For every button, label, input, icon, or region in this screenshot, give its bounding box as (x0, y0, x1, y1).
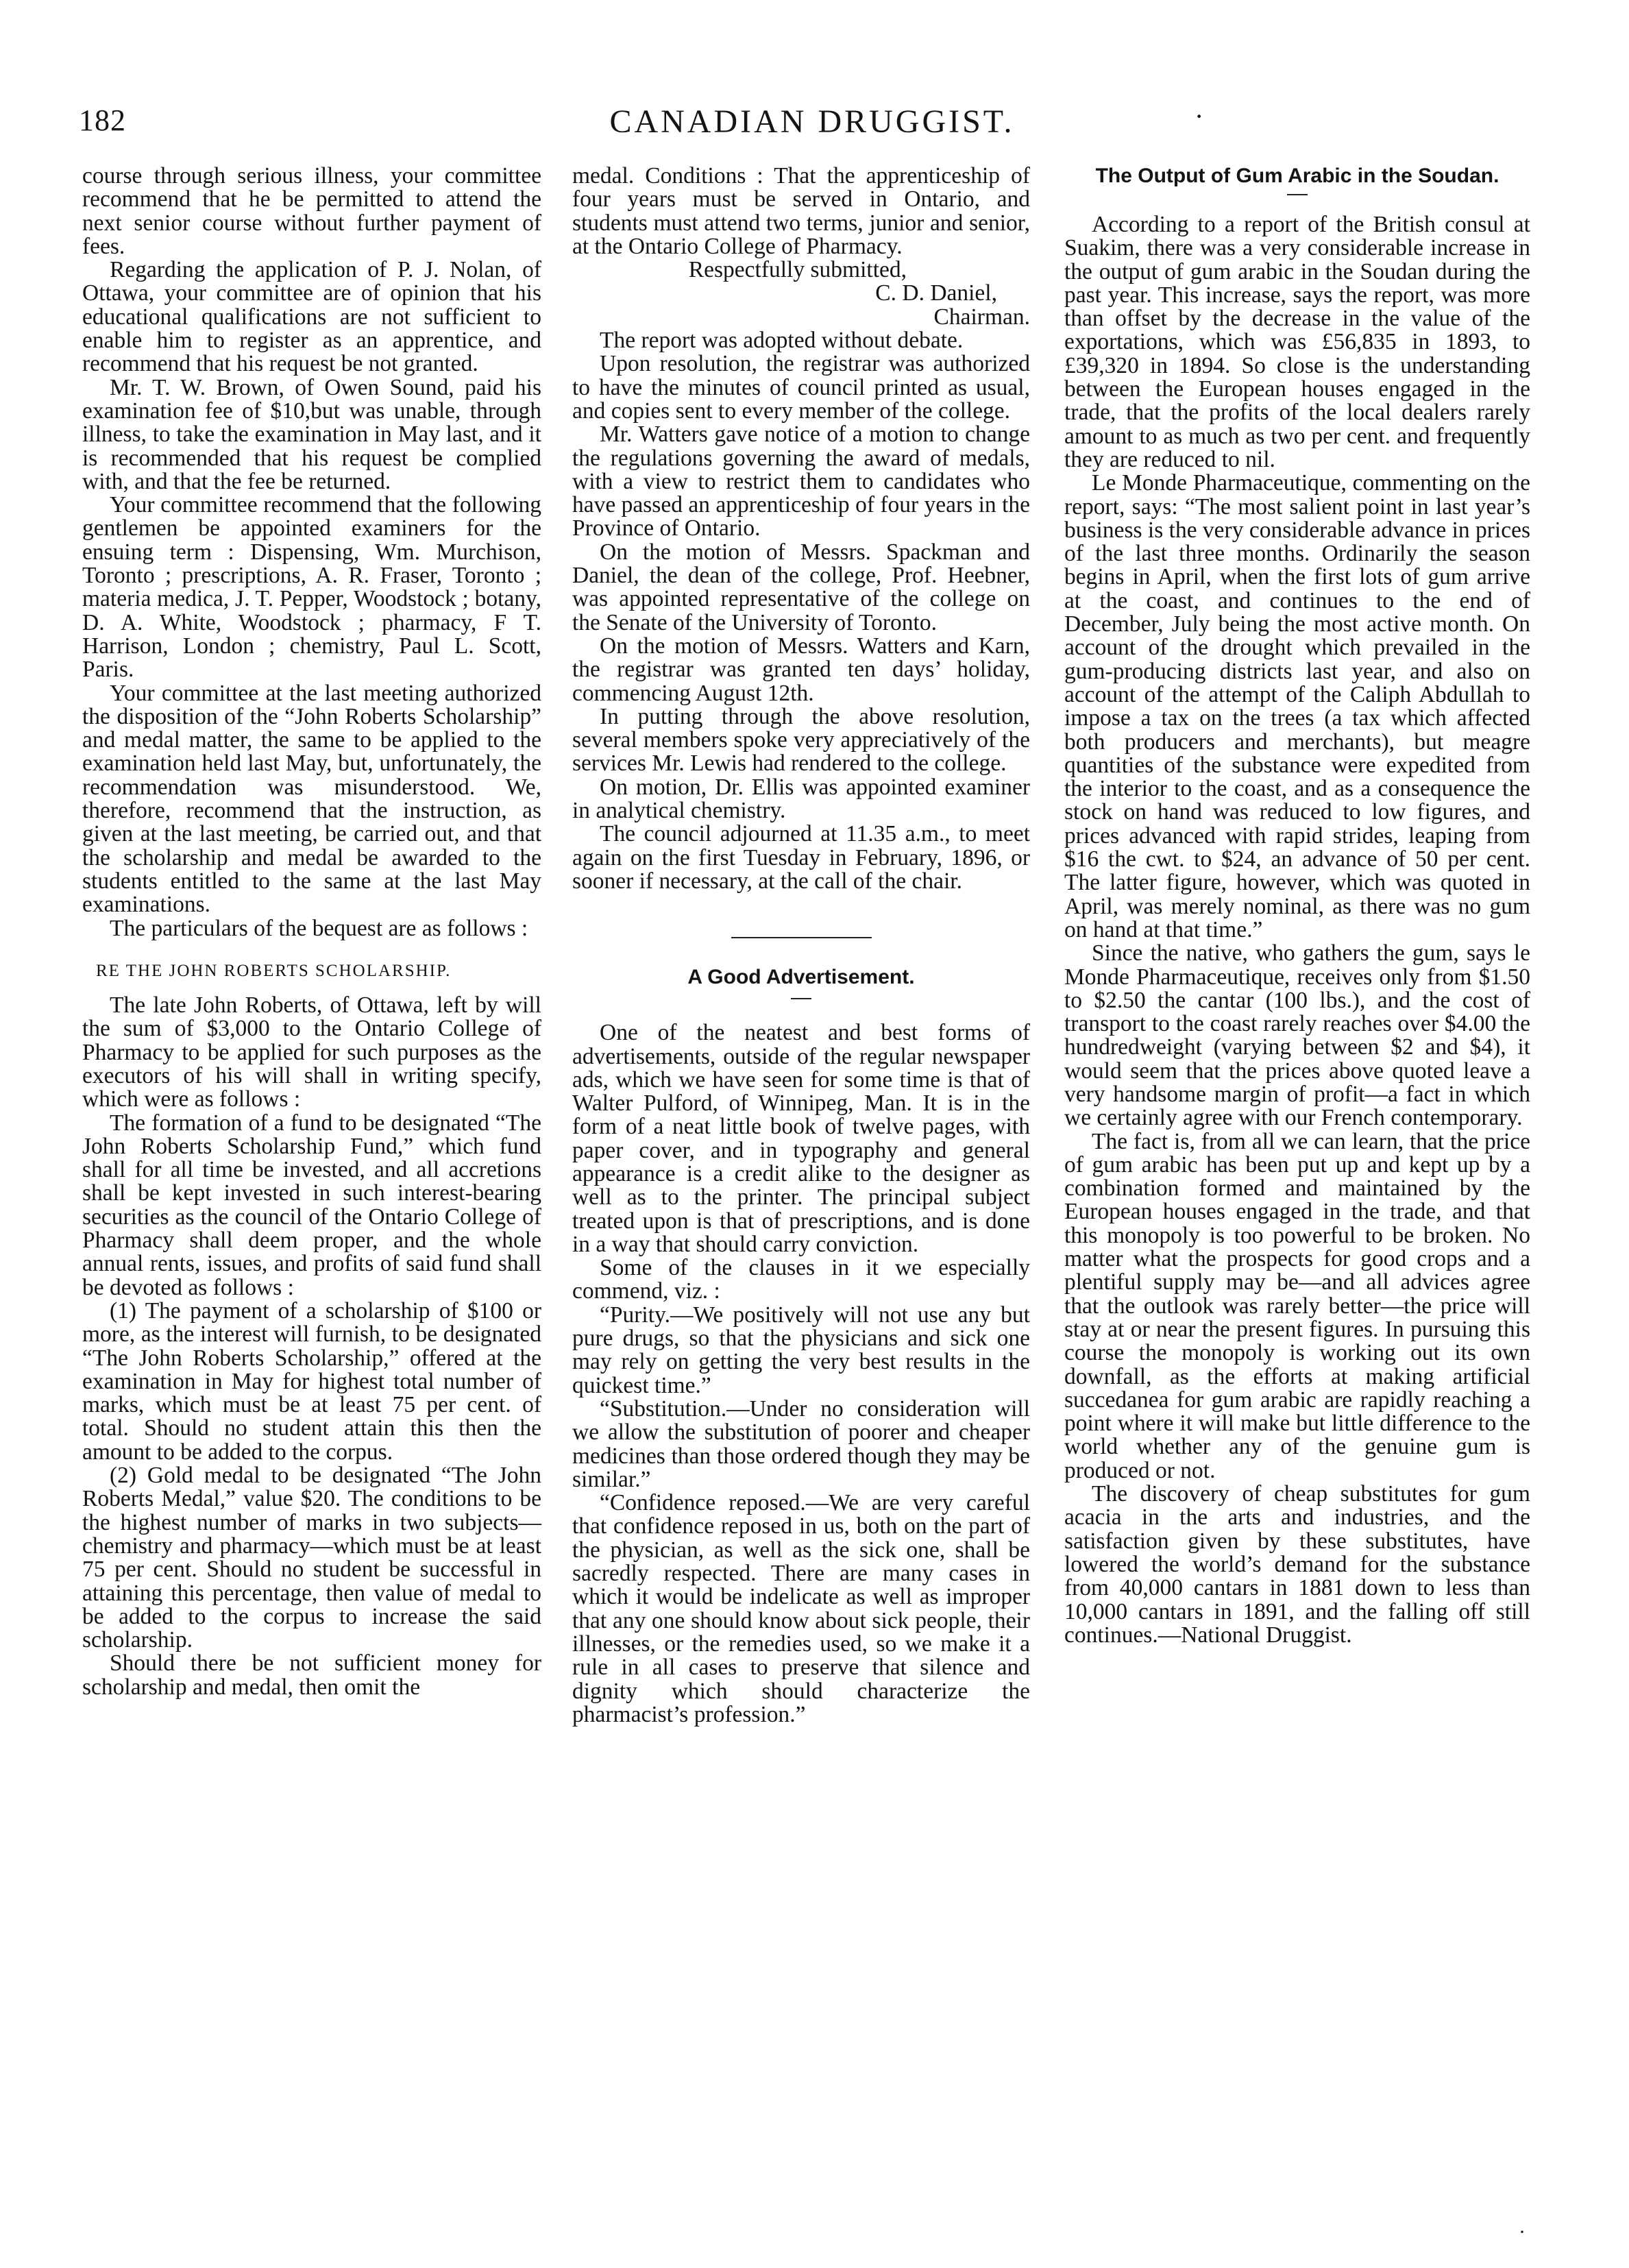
paragraph: Your committee at the last meeting authorized the disposition of the “John Roberts Scholarship” and medal matter, the same to be applied to the examination held last May, but, unfortunately, the recommendation was misunderstood. We, therefore, recommend that the instruction, as given at the last meeting, be carried out, and that the scholarship and medal be awarded to the students entitled to the same at the last May examinations. (82, 680, 541, 918)
paragraph: The late John Roberts, of Ottawa, left by will the sum of $3,000 to the Ontario College of Pharmacy to be applied for such purposes as the executors of his will shall in writing specify, which were as follows : (82, 992, 541, 1112)
column-left (82, 164, 541, 1699)
paragraph: The fact is, from all we can learn, that the price of gum arabic has been put up and kept up by a combination formed and maintained by the European houses engaged in the trade, and that this monopoly is too powerful to be broken. No matter what the prospects for good crops and a plentiful supply may be—and all advices agree that the outlook was rarely better—the price will stay at or near the present figures. In pursuing this course the monopoly is working out its own downfall, as the efforts at making artificial succedanea for gum arabic are rapidly reaching a point where it will make but little difference to the world whether any of the genuine gum is produced or not. (1064, 1128, 1530, 1483)
paragraph: (2) Gold medal to be designated “The John Roberts Medal,” value $20. The conditions to be the highest number of marks in two subjects—chemistry and pharmacy—which must be at least 75 per cent. Should no student be successful in attaining this percentage, then value of medal to be added to the corpus to increase the said scholarship. (82, 1463, 541, 1653)
signoff-title: Chairman. (933, 304, 1030, 330)
paragraph: On motion, Dr. Ellis was appointed examiner in analytical chemistry. (572, 774, 1030, 824)
section-subheading: RE THE JOHN ROBERTS SCHOLARSHIP. (96, 961, 452, 980)
paragraph: Upon resolution, the registrar was authorized to have the minutes of council printed as usual, and copies sent to every member of the college. (572, 351, 1030, 424)
paragraph: In putting through the above resolution, several members spoke very appreciatively of the services Mr. Lewis had rendered to the college. (572, 703, 1030, 777)
paragraph: The report was adopted without debate. (600, 328, 964, 354)
paragraph: Mr. Watters gave notice of a motion to change the regulations governing the award of medals, with a view to restrict them to candidates who have passed an apprenticeship of four years in the Province of Ontario. (572, 422, 1030, 541)
header-dot: · (1195, 101, 1204, 132)
page-number: 182 (79, 103, 126, 137)
paragraph: The particulars of the bequest are as follows : (110, 915, 528, 941)
footer-dot: · (1519, 2221, 1526, 2243)
paragraph: “Substitution.—Under no consideration will we allow the substitution of poorer and cheaper medicines than those ordered though they may be similar.” (572, 1395, 1030, 1492)
signoff-name: C. D. Daniel, (875, 280, 997, 306)
signoff-line: Respectfully submitted, (688, 257, 907, 283)
running-header (79, 103, 1545, 151)
paragraph: Le Monde Pharmaceutique, commenting on the report, says: “The most salient point in last year’s business is the very considerable advance in prices of the last three months. Ordinarily the season begins in April, when the first lots of gum arrive at the coast, and continues to the end of December, July being the most active month. On account of the drought which prevailed in the gum-producing districts last year, and also on account of the attempt of the Caliph Abdullah to impose a tax on the trees (a tax which affected both producers and merchants), but meagre quantities of the substance were expedited from the interior to the coast, and as a consequence the stock on hand was reduced to low figures, and prices advanced with rapid strides, leaping from $16 the cwt. to $24, an advance of 50 per cent. The latter figure, however, which was quoted in April, was merely nominal, as there was no gum on hand at that time.” (1064, 470, 1531, 942)
paragraph: On the motion of Messrs. Spackman and Daniel, the dean of the college, Prof. Heebner, was appointed representative of the college on the Senate of the University of Toronto. (572, 539, 1030, 635)
paragraph: On the motion of Messrs. Watters and Karn, the registrar was granted ten days’ holiday, commencing August 12th. (572, 633, 1030, 706)
paragraph: course through serious illness, your committee recommend that he be permitted to attend the next senior course without further payment of fees. (82, 163, 541, 259)
paragraph: medal. Conditions : That the apprenticeship of four years must be served in Ontario, and students must attend two terms, junior and senior, at the Ontario College of Pharmacy. (572, 163, 1030, 259)
paragraph: “Purity.—We positively will not use any but pure drugs, so that the physicians and sick one may rely on getting the very best results in the quickest time.” (572, 1302, 1030, 1398)
paragraph: (1) The payment of a scholarship of $100 or more, as the interest will furnish, to be designated “The John Roberts Scholarship,” offered at the examination in May for highest total number of marks, which must be at least 75 per cent. of total. Should no student attain this then the amount to be added to the corpus. (82, 1297, 541, 1465)
paragraph: One of the neatest and best forms of advertisements, outside of the regular newspaper ads, which we have seen for some time is that of Walter Pulford, of Winnipeg, Man. It is in the form of a neat little book of twelve pages, with paper cover, and in typography and general appearance is a credit alike to the designer as well as to the printer. The principal subject treated upon is that of prescriptions, and is done in a way that should carry conviction. (572, 1020, 1030, 1257)
paragraph: Mr. T. W. Brown, of Owen Sound, paid his examination fee of $10,but was unable, through illness, to take the examination in May last, and it is recommended that his request be complied with, and that the fee be returned. (82, 374, 541, 494)
title-rule (791, 998, 811, 999)
column-right (1064, 164, 1530, 1647)
paragraph: The discovery of cheap substitutes for gum acacia in the arts and industries, and the satisfaction given by these substitutes, have lowered the world’s demand for the substance from 40,000 cantars in 1881 down to less than 10,000 cantars in 1891, and the falling off still continues.—National Druggist. (1064, 1481, 1530, 1648)
article-title: The Output of Gum Arabic in the Soudan. (1095, 164, 1499, 187)
paragraph: The council adjourned at 11.35 a.m., to meet again on the first Tuesday in February, 1896, or sooner if necessary, at the call of the chair. (572, 821, 1030, 894)
article-title: A Good Advertisement. (687, 966, 915, 989)
paragraph: “Confidence reposed.—We are very careful that confidence reposed in us, both on the part of the physician, as well as the sick one, shall be sacredly respected. There are many cases in which it would be indelicate as well as improper that any one should know about sick people, their illnesses, or the remedies used, so we make it a rule in all cases to preserve that silence and dignity which should characterize the pharmacist’s profession.” (572, 1490, 1030, 1727)
paragraph: According to a report of the British consul at Suakim, there was a very considerable increase in the output of gum arabic in the Soudan during the past year. This increase, says the report, was more than offset by the decrease in the value of the exportations, which was £56,835 in 1893, to £39,320 in 1894. So close is the understanding between the European houses engaged in the trade, that the profits of the local dealers rarely amount to as much as two per cent. and frequently they are reduced to nil. (1064, 212, 1530, 472)
paragraph: Your committee recommend that the following gentlemen be appointed examiners for the ensuing term : Dispensing, Wm. Murchison, Toronto ; prescriptions, A. R. Fraser, Toronto ; materia medica, J. T. Pepper, Woodstock ; botany, D. A. White, Woodstock ; pharmacy, F T. Harrison, London ; chemistry, Paul L. Scott, Paris. (82, 492, 541, 683)
paragraph: Regarding the application of P. J. Nolan, of Ottawa, your committee are of opinion that his educational qualifications are not sufficient to enable him to register as an apprentice, and recommend that his request be not granted. (82, 257, 541, 377)
section-divider (731, 937, 872, 938)
title-rule (1287, 194, 1308, 195)
paragraph: Should there be not sufficient money for scholarship and medal, then omit the (82, 1650, 541, 1700)
paragraph: Since the native, who gathers the gum, says le Monde Pharmaceutique, receives only from $1.50 to $2.50 the cantar (100 lbs.), and the cost of transport to the coast rarely reaches over $4.00 the hundredweight (varying between $2 and $4), it would seem that the prices above quoted leave a very handsome margin of profit—a fact in which we certainly agree with our French contemporary. (1064, 940, 1530, 1131)
paragraph: Some of the clauses in it we especially commend, viz. : (572, 1255, 1030, 1304)
paragraph: The formation of a fund to be designated “The John Roberts Scholarship Fund,” which fund shall for all time be invested, and all accretions shall be kept invested in such interest-bearing securities as the council of the Ontario College of Pharmacy shall deem proper, and the whole annual rents, issues, and profits of said fund shall be devoted as follows : (82, 1110, 541, 1300)
journal-title: CANADIAN DRUGGIST. (609, 103, 1015, 140)
column-middle (572, 164, 1030, 1727)
